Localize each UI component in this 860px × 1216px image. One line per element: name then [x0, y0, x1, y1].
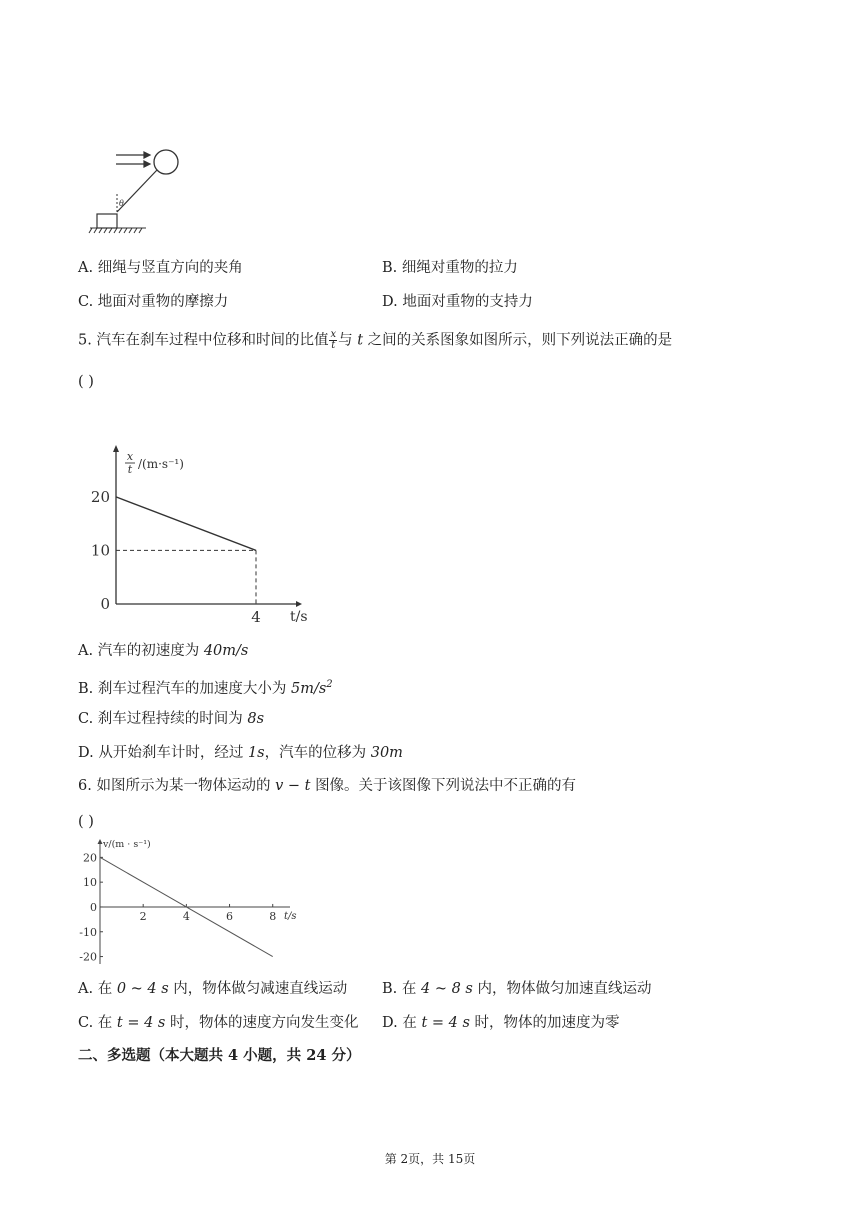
q6-y-tick-label: 0 — [90, 900, 97, 914]
q5-chart — [88, 446, 308, 626]
q6-x-tick-label: 2 — [139, 909, 147, 923]
q5-stem-after: 之间的关系图象如图所示，则下列说法正确的是 — [367, 332, 673, 349]
q6-option-d: D. 在 t = 4 s 时，物体的加速度为零 — [382, 1015, 620, 1031]
block — [97, 214, 117, 228]
q4-option-d: D. 地面对重物的支持力 — [382, 294, 533, 310]
q5-ylabel-den: t — [127, 463, 133, 476]
q5-y-axis-arrow — [113, 445, 119, 452]
wind-arrows — [116, 152, 150, 167]
q6-y-tick-label: 10 — [83, 876, 97, 890]
q5-option-d: D. 从开始刹车计时，经过 1s，汽车的位移为 30m — [78, 745, 403, 761]
q6-bracket: ( ) — [78, 814, 94, 830]
q5-bracket: ( ) — [78, 374, 94, 390]
q6-option-b: B. 在 4 ~ 8 s 内，物体做匀加速直线运动 — [382, 981, 652, 997]
q6-ylabel: v/(m · s⁻¹) — [103, 839, 151, 850]
q4-option-c: C. 地面对重物的摩擦力 — [78, 294, 229, 310]
q5-option-b: B. 刹车过程汽车的加速度大小为 $5m/s^2$ — [78, 679, 333, 697]
q5-y-tick-label: 10 — [90, 541, 110, 560]
q6-chart — [70, 832, 300, 972]
theta-label: θ — [119, 199, 124, 208]
q6-y-tick-label: 20 — [83, 851, 97, 865]
q4-figure — [86, 140, 196, 240]
q6-x-tick-label: 4 — [182, 909, 190, 923]
q5-fraction: $\frac{x}{t}$ — [330, 329, 337, 351]
q6-option-a: A. 在 0 ~ 4 s 内，物体做匀减速直线运动 — [78, 981, 348, 997]
q6-y-tick-label: -20 — [79, 950, 97, 964]
q6-y-axis-arrow — [98, 839, 103, 844]
q5-x-tick-label: 4 — [251, 608, 261, 626]
q5-ylabel-num: x — [126, 450, 134, 463]
q5-series-line — [116, 497, 256, 551]
q6-x-tick-label: 8 — [269, 909, 277, 923]
q5-stem-var: t — [357, 332, 364, 349]
q5-origin-label: 0 — [100, 595, 110, 613]
q6-y-tick-label: -10 — [79, 925, 97, 939]
q4-option-a: A. 细绳与竖直方向的夹角 — [78, 260, 243, 276]
q6-chart-axes — [79, 839, 296, 964]
q5-stem-mid: 与 — [338, 332, 353, 349]
q5-stem — [78, 330, 672, 351]
q5-option-a: A. 汽车的初速度为 40m/s — [78, 643, 249, 659]
q5-x-axis-arrow — [296, 601, 302, 607]
q5-y-tick-label: 20 — [90, 487, 110, 506]
q6-stem: 6. 如图所示为某一物体运动的 v − t 图像。关于该图像下列说法中不正确的有 — [78, 778, 577, 794]
q5-ylabel-unit: /(m·s⁻¹) — [138, 457, 184, 471]
page-footer: 第 2页，共 15页 — [384, 1152, 476, 1166]
q6-option-c: C. 在 t = 4 s 时，物体的速度方向发生变化 — [78, 1015, 359, 1031]
q5-option-c: C. 刹车过程持续的时间为 8s — [78, 711, 265, 727]
ground — [89, 228, 146, 233]
q6-xlabel: t/s — [284, 910, 297, 922]
q6-x-tick-label: 6 — [226, 909, 234, 923]
q5-stem-text: 5. 汽车在刹车过程中位移和时间的比值 — [78, 332, 329, 349]
q4-option-b: B. 细绳对重物的拉力 — [382, 260, 518, 276]
q5-chart-axes — [91, 445, 308, 626]
q5-xlabel: t/s — [290, 609, 308, 625]
section-heading-multiple-choice: 二、多选题（本大题共 4 小题，共 24 分） — [78, 1047, 361, 1064]
ball — [154, 150, 178, 174]
